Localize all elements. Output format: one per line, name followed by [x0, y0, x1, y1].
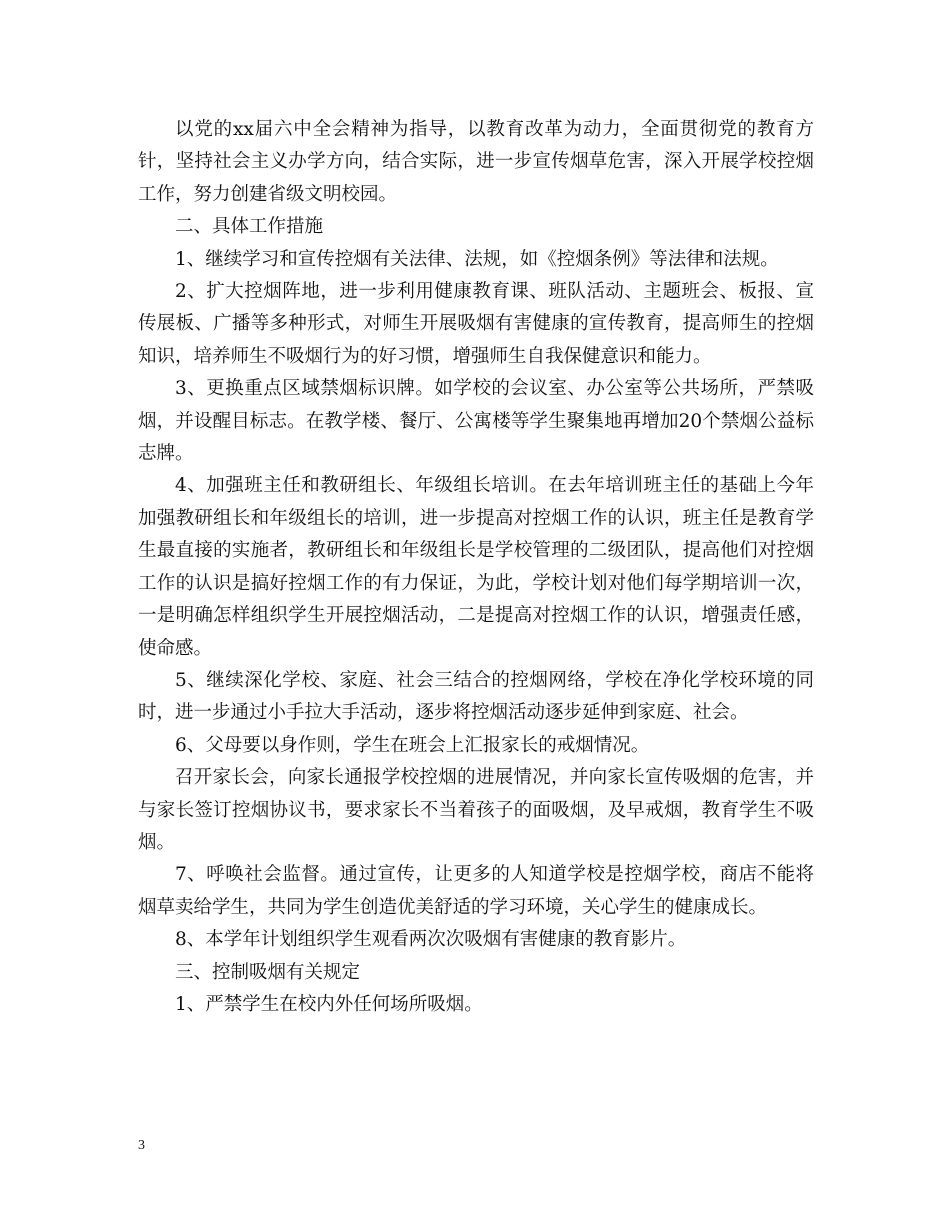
paragraph-measure-5: 5、继续深化学校、家庭、社会三结合的控烟网络，学校在净化学校环境的同时，进一步通过小手拉大手活动，逐步将控烟活动逐步延伸到家庭、社会。 [138, 669, 814, 724]
paragraph-measure-8: 8、本学年计划组织学生观看两次次吸烟有害健康的教育影片。 [175, 929, 687, 951]
paragraph-measure-3: 3、更换重点区域禁烟标识牌。如学校的会议室、办公室等公共场所，严禁吸烟，并设醒目标志。在教学楼、餐厅、公寓楼等学生聚集地再增加20个禁烟公益标志牌。 [138, 378, 814, 465]
paragraph-measure-7: 7、呼唤社会监督。通过宣传，让更多的人知道学校是控烟学校，商店不能将烟草卖给学生，共同为学生创造优美舒适的学习环境，关心学生的健康成长。 [138, 864, 814, 918]
paragraph-measure-4: 4、加强班主任和教研组长、年级组长培训。在去年培训班主任的基础上今年加强教研组长和年级组长的培训，进一步提高对控烟工作的认识，班主任是教育学生最直接的实施者，教研组长和年级组长是学校管理的二级团队，提高他们对控烟工作的认识是搞好控烟工作的有力保证，为此，学校计划对他们每学期培训一次，一是明确怎样组织学生开展控烟活动，二是提高对控烟工作的认识，增强责任感，使命感。 [138, 475, 814, 659]
section-heading-rules: 三、控制吸烟有关规定 [175, 961, 361, 983]
paragraph-parent-meeting: 召开家长会，向家长通报学校控烟的进展情况，并向家长宣传吸烟的危害，并与家长签订控烟协议书，要求家长不当着孩子的面吸烟，及早戒烟，教育学生不吸烟。 [138, 767, 814, 853]
page-number: 3 [138, 1138, 145, 1153]
document-body [138, 114, 814, 1021]
paragraph-rule-1: 1、严禁学生在校内外任何场所吸烟。 [175, 993, 483, 1015]
paragraph-intro: 以党的xx届六中全会精神为指导，以教育改革为动力，全面贯彻党的教育方针，坚持社会主义办学方向，结合实际，进一步宣传烟草危害，深入开展学校控烟工作，努力创建省级文明校园。 [138, 119, 814, 205]
paragraph-measure-2: 2、扩大控烟阵地，进一步利用健康教育课、班队活动、主题班会、板报、宣传展板、广播等多种形式，对师生开展吸烟有害健康的宣传教育，提高师生的控烟知识，培养师生不吸烟行为的好习惯，增强师生自我保健意识和能力。 [138, 281, 814, 367]
paragraph-measure-1: 1、继续学习和宣传控烟有关法律、法规，如《控烟条例》等法律和法规。 [175, 248, 779, 270]
paragraph-measure-6: 6、父母要以身作则，学生在班会上汇报家长的戒烟情况。 [175, 734, 650, 756]
section-heading-measures: 二、具体工作措施 [175, 216, 324, 238]
